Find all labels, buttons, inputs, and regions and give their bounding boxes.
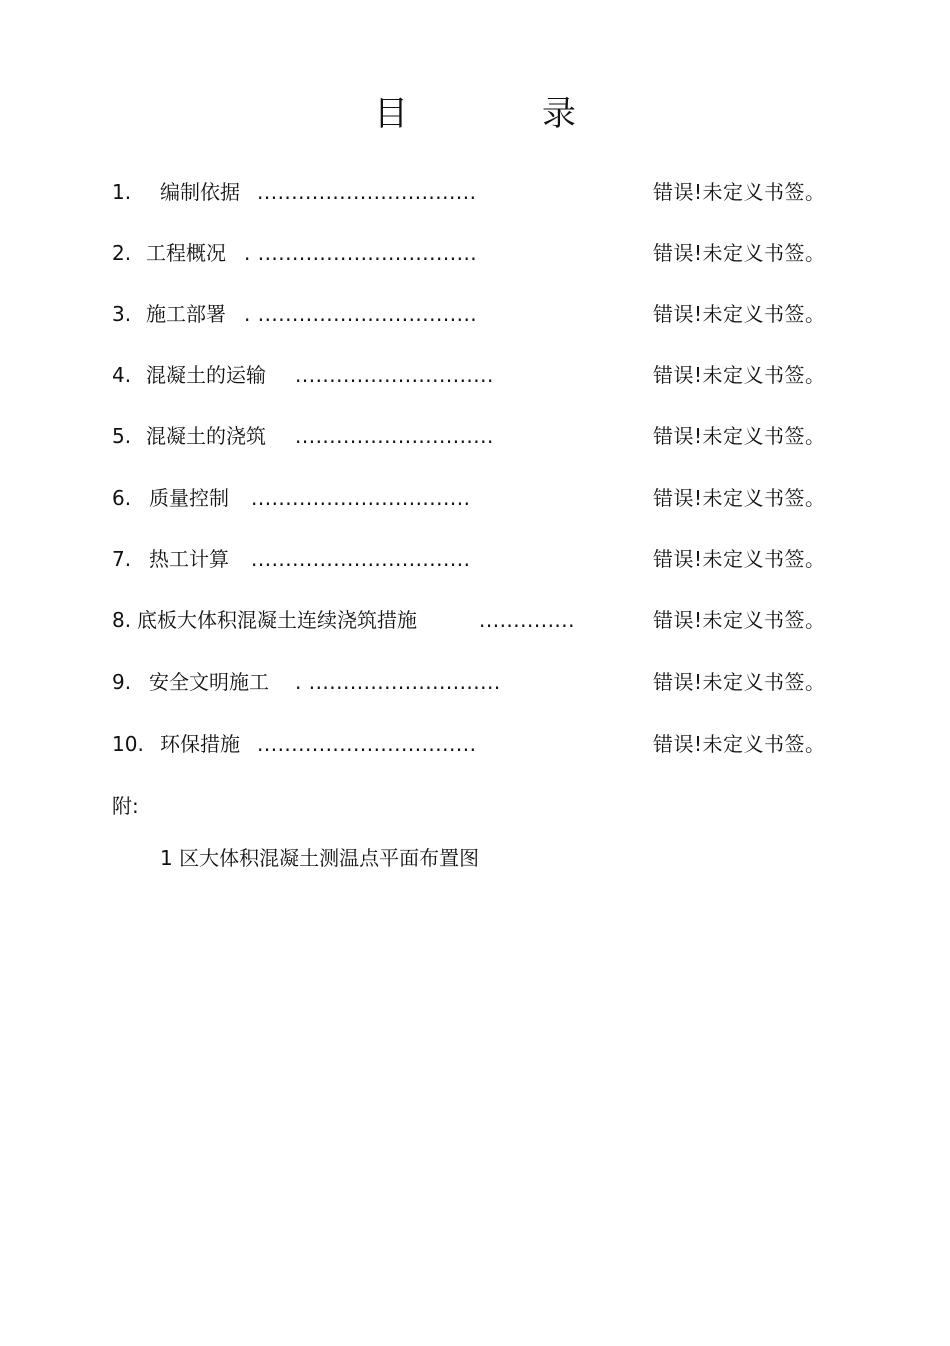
toc-entry-number: 6. (112, 486, 132, 510)
toc-page-ref: 错误!未定义书签。 (653, 670, 826, 694)
toc-entry-4[interactable] (112, 360, 832, 390)
toc-entry-label: 安全文明施工 (149, 670, 269, 694)
toc-entry-number: 7. (112, 547, 132, 571)
toc-page-ref: 错误!未定义书签。 (653, 547, 826, 571)
toc-page-ref: 错误!未定义书签。 (653, 180, 826, 204)
toc-leader-dots: ................................ (251, 486, 471, 510)
toc-entry-3[interactable] (112, 299, 832, 329)
toc-page-ref: 错误!未定义书签。 (653, 486, 826, 510)
toc-entry-1[interactable] (112, 177, 832, 207)
toc-leader-dots: . ............................ (295, 670, 501, 694)
toc-entry-7[interactable] (112, 544, 832, 574)
toc-entry-label: 编制依据 (160, 180, 240, 204)
toc-page-ref: 错误!未定义书签。 (653, 424, 826, 448)
toc-entry-label: 环保措施 (160, 732, 240, 756)
toc-page-ref: 错误!未定义书签。 (653, 608, 826, 632)
toc-page-ref: 错误!未定义书签。 (653, 732, 826, 756)
toc-entry-number: 9. (112, 670, 132, 694)
appendix-heading: 附: (112, 794, 139, 818)
toc-leader-dots: ................................ (257, 732, 477, 756)
toc-leader-dots: ............................. (295, 424, 494, 448)
toc-entry-label: 混凝土的浇筑 (146, 424, 266, 448)
toc-entry-10[interactable] (112, 729, 832, 759)
toc-leader-dots: .............. (479, 608, 576, 632)
toc-entry-label: 施工部署 (146, 302, 226, 326)
toc-page-ref: 错误!未定义书签。 (653, 363, 826, 387)
toc-entry-number: 4. (112, 363, 132, 387)
toc-leader-dots: ................................ (257, 180, 477, 204)
toc-entry-number: 1. (112, 180, 132, 204)
toc-leader-dots: . ................................ (244, 241, 478, 265)
toc-leader-dots: . ................................ (244, 302, 478, 326)
toc-entry-label: 质量控制 (149, 486, 229, 510)
toc-leader-dots: ............................. (295, 363, 494, 387)
toc-entry-6[interactable] (112, 483, 832, 513)
toc-entry-number: 10. (112, 732, 144, 756)
toc-entry-label: 底板大体积混凝土连续浇筑措施 (137, 608, 417, 632)
toc-entry-8[interactable] (112, 605, 832, 635)
toc-entry-5[interactable] (112, 421, 832, 451)
toc-entry-2[interactable] (112, 238, 832, 268)
toc-entry-label: 混凝土的运输 (146, 363, 266, 387)
appendix-item: 1 区大体积混凝土测温点平面布置图 (160, 846, 480, 870)
toc-entry-label: 热工计算 (149, 547, 229, 571)
toc-entry-label: 工程概况 (146, 241, 226, 265)
toc-entry-number: 5. (112, 424, 132, 448)
toc-entry-number: 2. (112, 241, 132, 265)
toc-entry-number: 3. (112, 302, 132, 326)
page-title: 目 录 (374, 94, 626, 134)
toc-page-ref: 错误!未定义书签。 (653, 302, 826, 326)
toc-page-ref: 错误!未定义书签。 (653, 241, 826, 265)
toc-leader-dots: ................................ (251, 547, 471, 571)
toc-entry-9[interactable] (112, 667, 832, 697)
toc-entry-number: 8. (112, 608, 132, 632)
